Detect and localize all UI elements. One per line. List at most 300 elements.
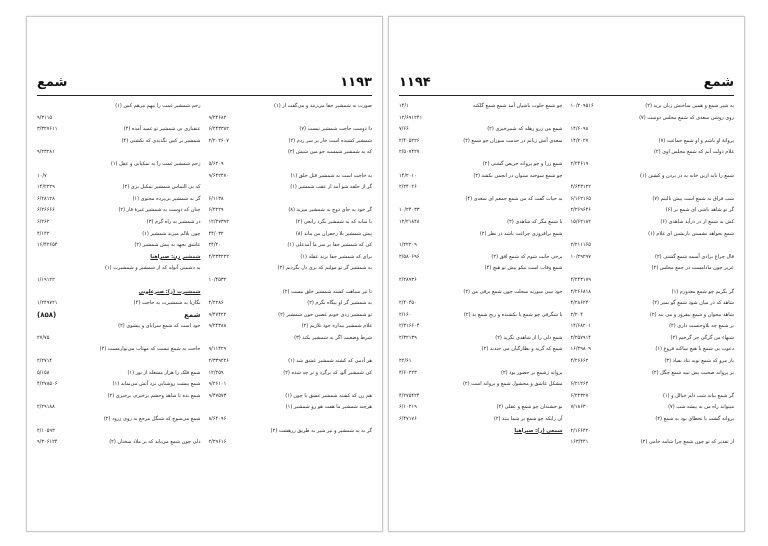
entry-text: شمع من زرو رهله که شبیرخیزی (۲) bbox=[487, 126, 563, 133]
entry-reference: ۲/۳۳۹۲۲۶ bbox=[208, 358, 229, 365]
concordance-entry bbox=[571, 437, 735, 449]
entry-reference: ۴/۶۴۳۱۲۲ bbox=[570, 184, 591, 191]
entry-reference: ۹/۳۰۶۱۲۴ bbox=[37, 439, 58, 446]
entry-reference: ۲/۲۴۰۲۶ bbox=[399, 184, 417, 191]
concordance-entry bbox=[399, 298, 563, 310]
concordance-entry bbox=[209, 344, 373, 356]
concordance-entry bbox=[571, 171, 735, 183]
entry-text: شمع که گریه و نظارگیان می خندند (۲) bbox=[481, 346, 563, 353]
entry-text: در شمشیر به راه گرم (۳) bbox=[146, 218, 201, 225]
concordance-entry bbox=[37, 113, 201, 125]
concordance-entry bbox=[37, 124, 201, 136]
entry-text: پروانه گشت با نخطای بود به شمع (۲) bbox=[655, 416, 734, 423]
entry-reference: ۹/۲۴۶۸۲ bbox=[208, 114, 227, 121]
entry-reference: ۱۶/۲۹۸۰۹ bbox=[570, 346, 591, 353]
entry-reference: ۱۰/۲۴۰۳۳ bbox=[399, 207, 420, 214]
entry-text: به شیر شمع و همین ساختش زبان برید (۲) bbox=[645, 103, 734, 109]
entry-reference: ۱۲/۲۷۳۹۲ bbox=[208, 218, 229, 225]
concordance-entry bbox=[399, 414, 563, 426]
entry-reference: ۴/۲۶۶۸۱۸ bbox=[570, 288, 591, 295]
concordance-entry bbox=[209, 356, 373, 368]
entry-reference: ۲۷/۷۵ bbox=[37, 334, 50, 341]
entry-reference: ۱۴/۱ bbox=[399, 103, 409, 109]
concordance-entry bbox=[209, 426, 373, 438]
entry-text: چون بلالم میزند شمشیر (۱) bbox=[142, 230, 201, 237]
left-page bbox=[26, 16, 383, 532]
lemma-heading bbox=[37, 310, 201, 322]
entry-text: شمشیر کشیده است خار بر سر زدم (۲) bbox=[288, 137, 372, 144]
entry-text: عنقبازی بی شمشیر تو غمید آمده (۴) bbox=[123, 126, 201, 133]
concordance-entry bbox=[209, 240, 373, 252]
concordance-entry bbox=[37, 263, 201, 275]
entry-reference: ۹/۲۶۱۰۱ bbox=[208, 381, 227, 388]
entry-text: زخم شمشیر غمت را نپهم مرهم کس (۱) bbox=[115, 103, 201, 109]
left-page-columns bbox=[37, 101, 372, 523]
concordance-entry bbox=[571, 333, 735, 345]
entry-text: گر از حلقه شو آمد ار عقب شمشیر (۱) bbox=[290, 184, 372, 191]
entry-text: شمشیر بر کس نگذیدی که نکشتی (۴) bbox=[121, 137, 201, 144]
concordance-entry bbox=[399, 124, 563, 136]
entry-reference: (۸۵۸) bbox=[37, 310, 57, 319]
entry-text: کی شمشیر آلو، که برگرد و تر چه شده (۲) bbox=[283, 369, 372, 376]
concordance-entry bbox=[399, 344, 563, 356]
entry-reference: ۶/۲۴۳۳۸۲ bbox=[208, 126, 229, 133]
concordance-entry bbox=[37, 229, 201, 241]
entry-text: میتواند راه من به بیشه شب (۷) bbox=[668, 404, 734, 411]
entry-reference: ۹/۳۱۱۵ bbox=[37, 114, 53, 121]
left-page-number: ۱۱۹۳ bbox=[340, 75, 372, 90]
entry-reference: ۶/۲۶۲ bbox=[37, 218, 50, 225]
entry-text: به حاجت است به شمشیر قتل خلق (۱) bbox=[290, 172, 372, 179]
entry-reference: ۹/۲۳۲۸۱ bbox=[37, 149, 55, 156]
concordance-entry bbox=[209, 124, 373, 136]
entry-text: شمع فلک را هزار مشعله از نور (۱) bbox=[127, 369, 201, 376]
concordance-entry bbox=[399, 310, 563, 322]
entry-reference: ۲/۲۰۲۶۰۷ bbox=[208, 137, 229, 144]
entry-reference: ۶/۲۱۲۶۴ bbox=[570, 381, 589, 388]
concordance-entry bbox=[209, 310, 373, 322]
entry-text: شمع می‌سوچ که شنگل مرجع به روی زرود (۲) bbox=[103, 416, 201, 423]
concordance-entry bbox=[399, 182, 563, 194]
concordance-entry bbox=[571, 402, 735, 414]
entry-reference: ۴/۲۳۳۲۲۲ bbox=[208, 253, 229, 260]
entry-reference: ۱۴/۶۰۹۸ bbox=[570, 126, 589, 133]
entry-text: به دشمنی آنوله که از شمشیر و شمشیرت (۱) bbox=[104, 265, 201, 272]
entry-reference: ۱۲/۲۵۹ bbox=[208, 369, 224, 376]
entry-reference: ۲/۲۰۴ bbox=[570, 311, 583, 318]
entry-reference: ۱۴/۲۲۲۹ bbox=[37, 184, 55, 191]
entry-text: گر خود به جای دوچ به شمشیر میزند (۸) bbox=[288, 207, 372, 214]
entry-text: شاهد که در میان شود شمع گو بمیر (۲) bbox=[652, 300, 734, 307]
concordance-entry bbox=[399, 252, 563, 264]
entry-reference: ۶/۱۶۲۱۶۵ bbox=[570, 195, 591, 202]
concordance-entry bbox=[571, 136, 735, 148]
entry-reference: ۷/۱۸۶۳۰ bbox=[570, 404, 589, 411]
entry-text: بر پروانه صحبت پش ثبیه شمع چگل (۲) bbox=[651, 369, 734, 376]
entry-reference: ۲/۵۰۷۴۲۷ bbox=[399, 149, 420, 156]
entry-text: با شمع مگر که شاهدی (۲) bbox=[507, 218, 563, 225]
entry-text: زخم شمشیر غمت را به تمکیابی و عقل (۱) bbox=[110, 160, 201, 167]
concordance-entry bbox=[399, 379, 563, 391]
entry-reference: ۶/۱۱۳۸ bbox=[208, 195, 224, 202]
entry-text: که بی التماس شمشیر تمکیل بزی (۲) bbox=[122, 184, 201, 191]
concordance-entry bbox=[209, 159, 373, 171]
concordance-entry bbox=[399, 402, 563, 414]
entry-reference: ۲/۲۵۷۹۱۴ bbox=[570, 334, 591, 341]
left-page-title: شمع bbox=[37, 75, 68, 90]
entry-reference: ۱۴/۲۰۲۷ bbox=[570, 137, 589, 144]
entry-text: به شمشیر گر او بیگاه نگرم (۲) bbox=[307, 300, 372, 307]
concordance-entry bbox=[209, 368, 373, 380]
concordance-entry bbox=[209, 101, 373, 113]
entry-reference: ۱۰/۷ bbox=[37, 172, 47, 179]
concordance-entry bbox=[571, 414, 735, 426]
section-heading bbox=[399, 426, 563, 438]
entry-text: با شگرفی چو شمع یا بکشنده و ربح شمع پد (۲) bbox=[463, 311, 563, 318]
entry-reference: ۱۶۳/۴۴۱ bbox=[570, 439, 589, 446]
entry-text: روی روشن سعدی که شمع مجلس دوست (۷) bbox=[639, 114, 734, 121]
entry-text: شمع برافروزی چراغت باشد در نظر (۲) bbox=[479, 230, 563, 237]
entry-reference: ۴/۲۶۶۶۲ bbox=[570, 358, 589, 365]
concordance-entry bbox=[399, 194, 563, 206]
entry-text: گر تو شاهد باشی ای شمع بر (۶) bbox=[665, 207, 734, 214]
concordance-entry bbox=[571, 275, 735, 287]
entry-text: برخی جانت شوم که شمع افق (۲) bbox=[491, 253, 563, 260]
concordance-entry bbox=[37, 101, 201, 113]
concordance-entry bbox=[209, 205, 373, 217]
entry-text: به حیات گفت که من شمع جمعم ای سعدی (۴) bbox=[465, 195, 563, 202]
concordance-entry bbox=[37, 437, 201, 449]
concordance-entry bbox=[571, 194, 735, 206]
entry-reference: ۲/۲۱۱۱۶۵ bbox=[570, 242, 591, 249]
concordance-entry bbox=[209, 321, 373, 333]
right-header-rule bbox=[399, 95, 734, 96]
entry-text: هم زن که کشته شمشیر غشق با چون (۱) bbox=[285, 392, 372, 399]
entry-text: آن رایکه چو شمع بر شما بیند (۲) bbox=[493, 416, 563, 423]
right-page-columns bbox=[399, 101, 734, 523]
concordance-entry bbox=[209, 333, 373, 345]
concordance-entry bbox=[37, 182, 201, 194]
concordance-entry bbox=[571, 344, 735, 356]
entry-reference: ۴/۱۰۵۹۳ bbox=[37, 427, 55, 434]
right-page-number: ۱۱۹۴ bbox=[399, 75, 431, 90]
entry-reference: ۶/۱۰۲۱۹ bbox=[399, 404, 417, 411]
concordance-entry bbox=[399, 368, 563, 380]
entry-reference: ۲/۲۹۶۱۶ bbox=[208, 439, 227, 446]
entry-text: غلام شمشیر بیداره خود نلازیم (۲) bbox=[301, 323, 372, 330]
entry-reference: ۹/۲۴۳۸۸ bbox=[208, 323, 227, 330]
entry-reference: ۵/۶۲۰۹ bbox=[208, 160, 224, 167]
concordance-entry bbox=[399, 159, 563, 171]
entry-text: تا تیر سیاهت کشته شمشیر خلق نیست (۲) bbox=[282, 288, 372, 295]
concordance-entry bbox=[571, 124, 735, 136]
concordance-entry bbox=[209, 402, 373, 414]
concordance-entry bbox=[209, 252, 373, 264]
concordance-entry bbox=[399, 287, 563, 299]
concordance-entry bbox=[571, 159, 735, 171]
entry-reference: ۴/۶۰۲۲۳ bbox=[399, 369, 417, 376]
right-page bbox=[388, 16, 745, 532]
entry-text: پروانهٔ او باشم و او شمع جماعت (۷) bbox=[658, 137, 734, 144]
entry-reference: ۶/۴۷۱۷۶ bbox=[399, 416, 417, 423]
concordance-entry bbox=[571, 205, 735, 217]
concordance-entry bbox=[209, 287, 373, 299]
concordance-entry bbox=[209, 298, 373, 310]
concordance-entry bbox=[399, 333, 563, 345]
concordance-entry bbox=[37, 321, 201, 333]
right-column-a bbox=[571, 101, 735, 523]
left-column-b bbox=[37, 101, 201, 523]
entry-text: چو شمع سوخته ستوان در انجمن بکشد (۲) bbox=[473, 172, 563, 179]
concordance-entry bbox=[209, 391, 373, 403]
entry-text: بر شمع چه بلاوحنست داری (۲) bbox=[669, 323, 734, 330]
entry-text: با سابه که به شمشیر بگزد رابعی (۲) bbox=[295, 218, 372, 225]
concordance-entry bbox=[209, 229, 373, 241]
concordance-entry bbox=[37, 344, 201, 356]
entry-text: شبهاء من گرگی جز گرجیم (۲) bbox=[670, 334, 734, 341]
entry-text: بار مرو که شمع نوبه نتاد بفیاد (۳) bbox=[664, 358, 734, 365]
entry-text: از تقدیر که تو چون شمع چرا شامه خامی (۲) bbox=[640, 439, 734, 446]
concordance-entry bbox=[37, 379, 201, 391]
entry-text: هر آدمی که کشته شمشیر عشق شد (۱) bbox=[288, 358, 372, 365]
entry-text: شمع پیشت روشنایی نزد آتش می‌نماید (۱) bbox=[112, 381, 201, 388]
entry-text: عزیز چون مادامست در جمع مجلس (۲) bbox=[651, 265, 734, 272]
entry-reference: ۴/۲۴۳۱۷۹ bbox=[570, 276, 591, 283]
entry-text: گر بگریم چو شمع معذورم (۱) bbox=[671, 288, 734, 295]
concordance-entry bbox=[399, 147, 563, 159]
concordance-entry bbox=[37, 391, 201, 403]
section-heading bbox=[37, 252, 201, 264]
entry-reference: ۱۶/۴۲۶۵۴ bbox=[37, 242, 58, 249]
entry-reference: ۲/۴۰۵۲۲۶ bbox=[399, 137, 420, 144]
concordance-entry bbox=[571, 426, 735, 438]
concordance-entry bbox=[37, 171, 201, 183]
entry-text: صورت نه شمشیر جفا می‌زنند و می‌گفت از (۱) bbox=[274, 103, 372, 109]
entry-reference: ۸/۶۴۰۹۶ bbox=[208, 416, 227, 423]
concordance-entry bbox=[399, 391, 563, 403]
entry-reference: ۲/۳۱۶۶۰۴ bbox=[399, 323, 420, 330]
left-column-a bbox=[209, 101, 373, 523]
concordance-entry bbox=[37, 194, 201, 206]
entry-text: شمشیر زن: صبراهیا bbox=[150, 253, 201, 260]
entry-reference: ۲/۲۸۹۳۶ bbox=[399, 276, 417, 283]
entry-text: شمشیرت (ز): صبرعلونی bbox=[138, 288, 201, 295]
concordance-entry bbox=[571, 356, 735, 368]
concordance-entry bbox=[399, 229, 563, 241]
entry-text: سعدی آتش زبانم در خدمت سوزان چو شمع (۲) bbox=[463, 137, 563, 144]
entry-text: شمعی (ز): صبراهیا bbox=[514, 427, 563, 434]
concordance-entry bbox=[37, 356, 201, 368]
entry-reference: ۴/۲۷۸۵۰۶ bbox=[37, 381, 58, 388]
concordance-entry bbox=[399, 240, 563, 252]
entry-reference: ۴/۲۲۸۶ bbox=[208, 300, 224, 307]
concordance-entry bbox=[399, 136, 563, 148]
entry-text: گر شمع بباند شب دلم خیالل و (۱) bbox=[662, 392, 734, 399]
concordance-entry bbox=[399, 171, 563, 183]
entry-reference: ۲/۵۸۰۶۹۶ bbox=[399, 253, 420, 260]
entry-reference: ۱۰/۲۹۲۹۷ bbox=[570, 253, 591, 260]
entry-text: خود است که شمع سرایای و پیشوی (۲) bbox=[118, 323, 201, 330]
concordance-entry bbox=[209, 263, 373, 275]
concordance-entry bbox=[37, 205, 201, 217]
concordance-entry bbox=[37, 333, 201, 345]
concordance-entry bbox=[571, 101, 735, 113]
concordance-entry bbox=[209, 147, 373, 159]
entry-reference: ۲۴/۲۰ bbox=[208, 242, 221, 249]
entry-text: دا دوست حاجت شمشیر نیست (۷) bbox=[299, 126, 372, 133]
concordance-entry bbox=[571, 321, 735, 333]
concordance-entry bbox=[209, 113, 373, 125]
concordance-entry bbox=[37, 298, 201, 310]
entry-reference: ۴/۲۷۵۴۲۴ bbox=[399, 392, 420, 399]
entry-reference: ۵/۱۵۸ bbox=[37, 369, 50, 376]
entry-text: عاشق بجهد به پیش شمشیر (۲) bbox=[134, 242, 201, 249]
concordance-entry bbox=[571, 147, 735, 159]
section-heading bbox=[37, 287, 201, 299]
entry-text: پیش شمشیر بلا زجفران من ماند (۸) bbox=[295, 230, 372, 237]
concordance-entry bbox=[37, 426, 201, 438]
entry-reference: ۱۲/۲۱۸۴۸ bbox=[399, 218, 420, 225]
entry-text: شب فراق نه شمع است پیش بالینم (۷) bbox=[652, 195, 734, 202]
entry-reference: ۲/۲۶۹۶۴۶ bbox=[570, 207, 591, 214]
entry-text: چنان که دوست به شمشیر غیرهٔ قار (۲) bbox=[118, 207, 201, 214]
concordance-entry bbox=[37, 147, 201, 159]
entry-text: شمع بخواهد نشستن بازنشین ای غلام (۱) bbox=[648, 230, 734, 237]
concordance-entry bbox=[571, 310, 735, 322]
entry-reference: ۲/۲۷۱۴ bbox=[37, 358, 53, 365]
entry-reference: ۴/۱۴۲ bbox=[37, 230, 50, 237]
concordance-entry bbox=[571, 240, 735, 252]
entry-text: غلام دولت آنم که شمع مجلس اوی (۲) bbox=[653, 149, 734, 156]
entry-reference: ۶/۲۴۳۲۷ bbox=[570, 392, 589, 399]
entry-text: گر نه شمشیر بی‌پرده محتوی (۱) bbox=[132, 195, 201, 202]
concordance-entry bbox=[37, 217, 201, 229]
entry-text: کی که شمشیر جفا بر سر ما آمدعلی (۱) bbox=[287, 242, 372, 249]
concordance-entry bbox=[37, 414, 201, 426]
entry-reference: ۶/۲۸۱۲۸ bbox=[37, 195, 55, 202]
entry-text: نو خشندان چو شمع و عقلی (۲) bbox=[496, 404, 563, 411]
entry-text: هرچند شمشیر ما هفت هو رو شمشیر (۱) bbox=[285, 404, 372, 411]
entry-reference: ۱۵/۶۲۱۸۲ bbox=[570, 218, 591, 225]
concordance-entry bbox=[37, 136, 201, 148]
entry-text: قال چراغ برادی آسمه شمع گشتی (۲) bbox=[655, 253, 734, 260]
entry-reference: ۴۴/۰۳۲ bbox=[208, 230, 224, 237]
concordance-entry bbox=[209, 136, 373, 148]
entry-text: شاهد بیجوان و شمع بیفروز و می بنه (۲) bbox=[649, 311, 734, 318]
concordance-entry bbox=[399, 217, 563, 229]
concordance-entry bbox=[209, 194, 373, 206]
concordance-entry bbox=[571, 368, 735, 380]
entry-text: که به شمشیر شمسیه جو مین شیش (۲) bbox=[287, 149, 372, 156]
concordance-entry bbox=[209, 171, 373, 183]
entry-text: مشکل عاشق و محشول شمع و پروانه است (۲) bbox=[462, 381, 563, 388]
entry-text: برای که شمشیر جفا بزند عقله (۱) bbox=[300, 253, 372, 260]
entry-text: شمع bbox=[184, 310, 201, 319]
concordance-entry bbox=[209, 379, 373, 391]
concordance-entry bbox=[571, 113, 735, 125]
concordance-entry bbox=[37, 240, 201, 252]
entry-text: شرط وضعیت اگر به شمشیر بکند (۳) bbox=[294, 334, 372, 341]
entry-reference: ۹/۴۷۴۲۲ bbox=[208, 311, 227, 318]
concordance-entry bbox=[399, 205, 563, 217]
entry-reference: ۹/۱۱۴۲۹ bbox=[208, 346, 227, 353]
entry-text: تو شمشیر زدی خونم غضبن خون شمشیر (۲) bbox=[278, 311, 372, 318]
concordance-entry bbox=[571, 217, 735, 229]
concordance-entry bbox=[571, 298, 735, 310]
concordance-entry bbox=[571, 229, 735, 241]
entry-text: نگاربا به شمشیرت به حاجت (۴) bbox=[133, 300, 201, 307]
entry-reference: ۲/۱۶۶۴۲۰ bbox=[570, 427, 591, 434]
right-column-b bbox=[399, 101, 563, 523]
concordance-entry bbox=[399, 113, 563, 125]
right-page-header bbox=[399, 75, 734, 93]
left-header-rule bbox=[37, 95, 372, 96]
entry-reference: ۴/۲۸۶۲۴ bbox=[570, 300, 589, 307]
concordance-entry bbox=[209, 414, 373, 426]
concordance-entry bbox=[571, 391, 735, 403]
entry-text: پروانه زشمع بر حضور بود (۲) bbox=[501, 369, 563, 376]
entry-reference: ۱/۲۴۹۷۲۱ bbox=[37, 300, 58, 307]
entry-reference: ۱۰/۲۰۹۵۱۶ bbox=[570, 103, 594, 109]
entry-text: دعوت بی شمع با هیچ ساکنه فروغ (۱) bbox=[655, 346, 734, 353]
concordance-entry bbox=[571, 379, 735, 391]
entry-reference: ۳/۳۲۷۶۱۱ bbox=[37, 126, 58, 133]
concordance-entry bbox=[399, 356, 563, 368]
concordance-entry bbox=[571, 252, 735, 264]
entry-text: به شمشیر گر تو مولیم که بری دل بگردیم (۲) bbox=[277, 265, 372, 272]
entry-text: شمع دلی را از شاهدی نگرید (۲) bbox=[495, 334, 563, 341]
concordance-entry bbox=[399, 101, 563, 113]
entry-reference: ۱۰/۴۵۳۲ bbox=[208, 276, 227, 283]
concordance-entry bbox=[571, 263, 735, 275]
entry-text: گر به به شمشیر و تیر شیر به طریق زرهشت (۲) bbox=[270, 427, 372, 434]
entry-text: کش به شمع از در درآید شاهدی (۶) bbox=[660, 218, 734, 225]
entry-reference: ۱۴/۲۰۱۰ bbox=[399, 172, 417, 179]
entry-text: دلی چون شمع می‌باید که بر ملاد سختان (۲) bbox=[109, 439, 201, 446]
entry-text: حاجت به شمع نیست که مهتاب می‌نوازمست (۲) bbox=[99, 346, 201, 353]
entry-text: خود سی سوزنه سجلت چون شمع برقی من (۲) bbox=[463, 288, 563, 295]
entry-reference: ۲/۱۶۰ bbox=[399, 311, 412, 318]
concordance-entry bbox=[571, 287, 735, 299]
concordance-entry bbox=[37, 368, 201, 380]
entry-text: چو شمع خلوت باشیان آمد شمع شمع گلکنه bbox=[472, 103, 563, 109]
entry-reference: ۲/۲۴۶۱۹ bbox=[570, 160, 589, 167]
entry-reference: ۱/۲۲۲۰۹ bbox=[399, 242, 417, 249]
entry-reference: ۱/۱۹۱۲۲ bbox=[37, 276, 55, 283]
right-page-title: شمع bbox=[703, 75, 734, 90]
concordance-entry bbox=[571, 182, 735, 194]
entry-text: شمع را باید ازین خانه به در بردن و کشتن (۱) bbox=[640, 172, 734, 179]
concordance-entry bbox=[209, 437, 373, 449]
entry-reference: ۱۲/۶۹۱۲۴۱ bbox=[399, 114, 423, 121]
concordance-entry bbox=[399, 275, 563, 287]
entry-text: شمع زرا و چو پروانه حریص گشتی (۲) bbox=[482, 160, 563, 167]
entry-reference: ۹/۴۷۵۷۳ bbox=[208, 392, 227, 399]
entry-reference: ۹/۶۴۲۴۷۰ bbox=[208, 172, 229, 179]
entry-reference: ۶/۲۶۶۶۶ bbox=[37, 207, 55, 214]
left-page-header bbox=[37, 75, 372, 93]
concordance-entry bbox=[209, 217, 373, 229]
concordance-entry bbox=[399, 263, 563, 275]
entry-reference: ۱۴/۶۸۲۰۱ bbox=[570, 323, 591, 330]
entry-text: شمع وفاب است نیکو پیش تو هیچ (۴) bbox=[484, 265, 563, 272]
entry-reference: ۷/۶۶ bbox=[399, 126, 409, 133]
concordance-entry bbox=[209, 275, 373, 287]
concordance-entry bbox=[399, 321, 563, 333]
concordance-entry bbox=[37, 275, 201, 287]
concordance-entry bbox=[37, 159, 201, 171]
entry-reference: ۶/۲۲۲۹ bbox=[208, 207, 224, 214]
